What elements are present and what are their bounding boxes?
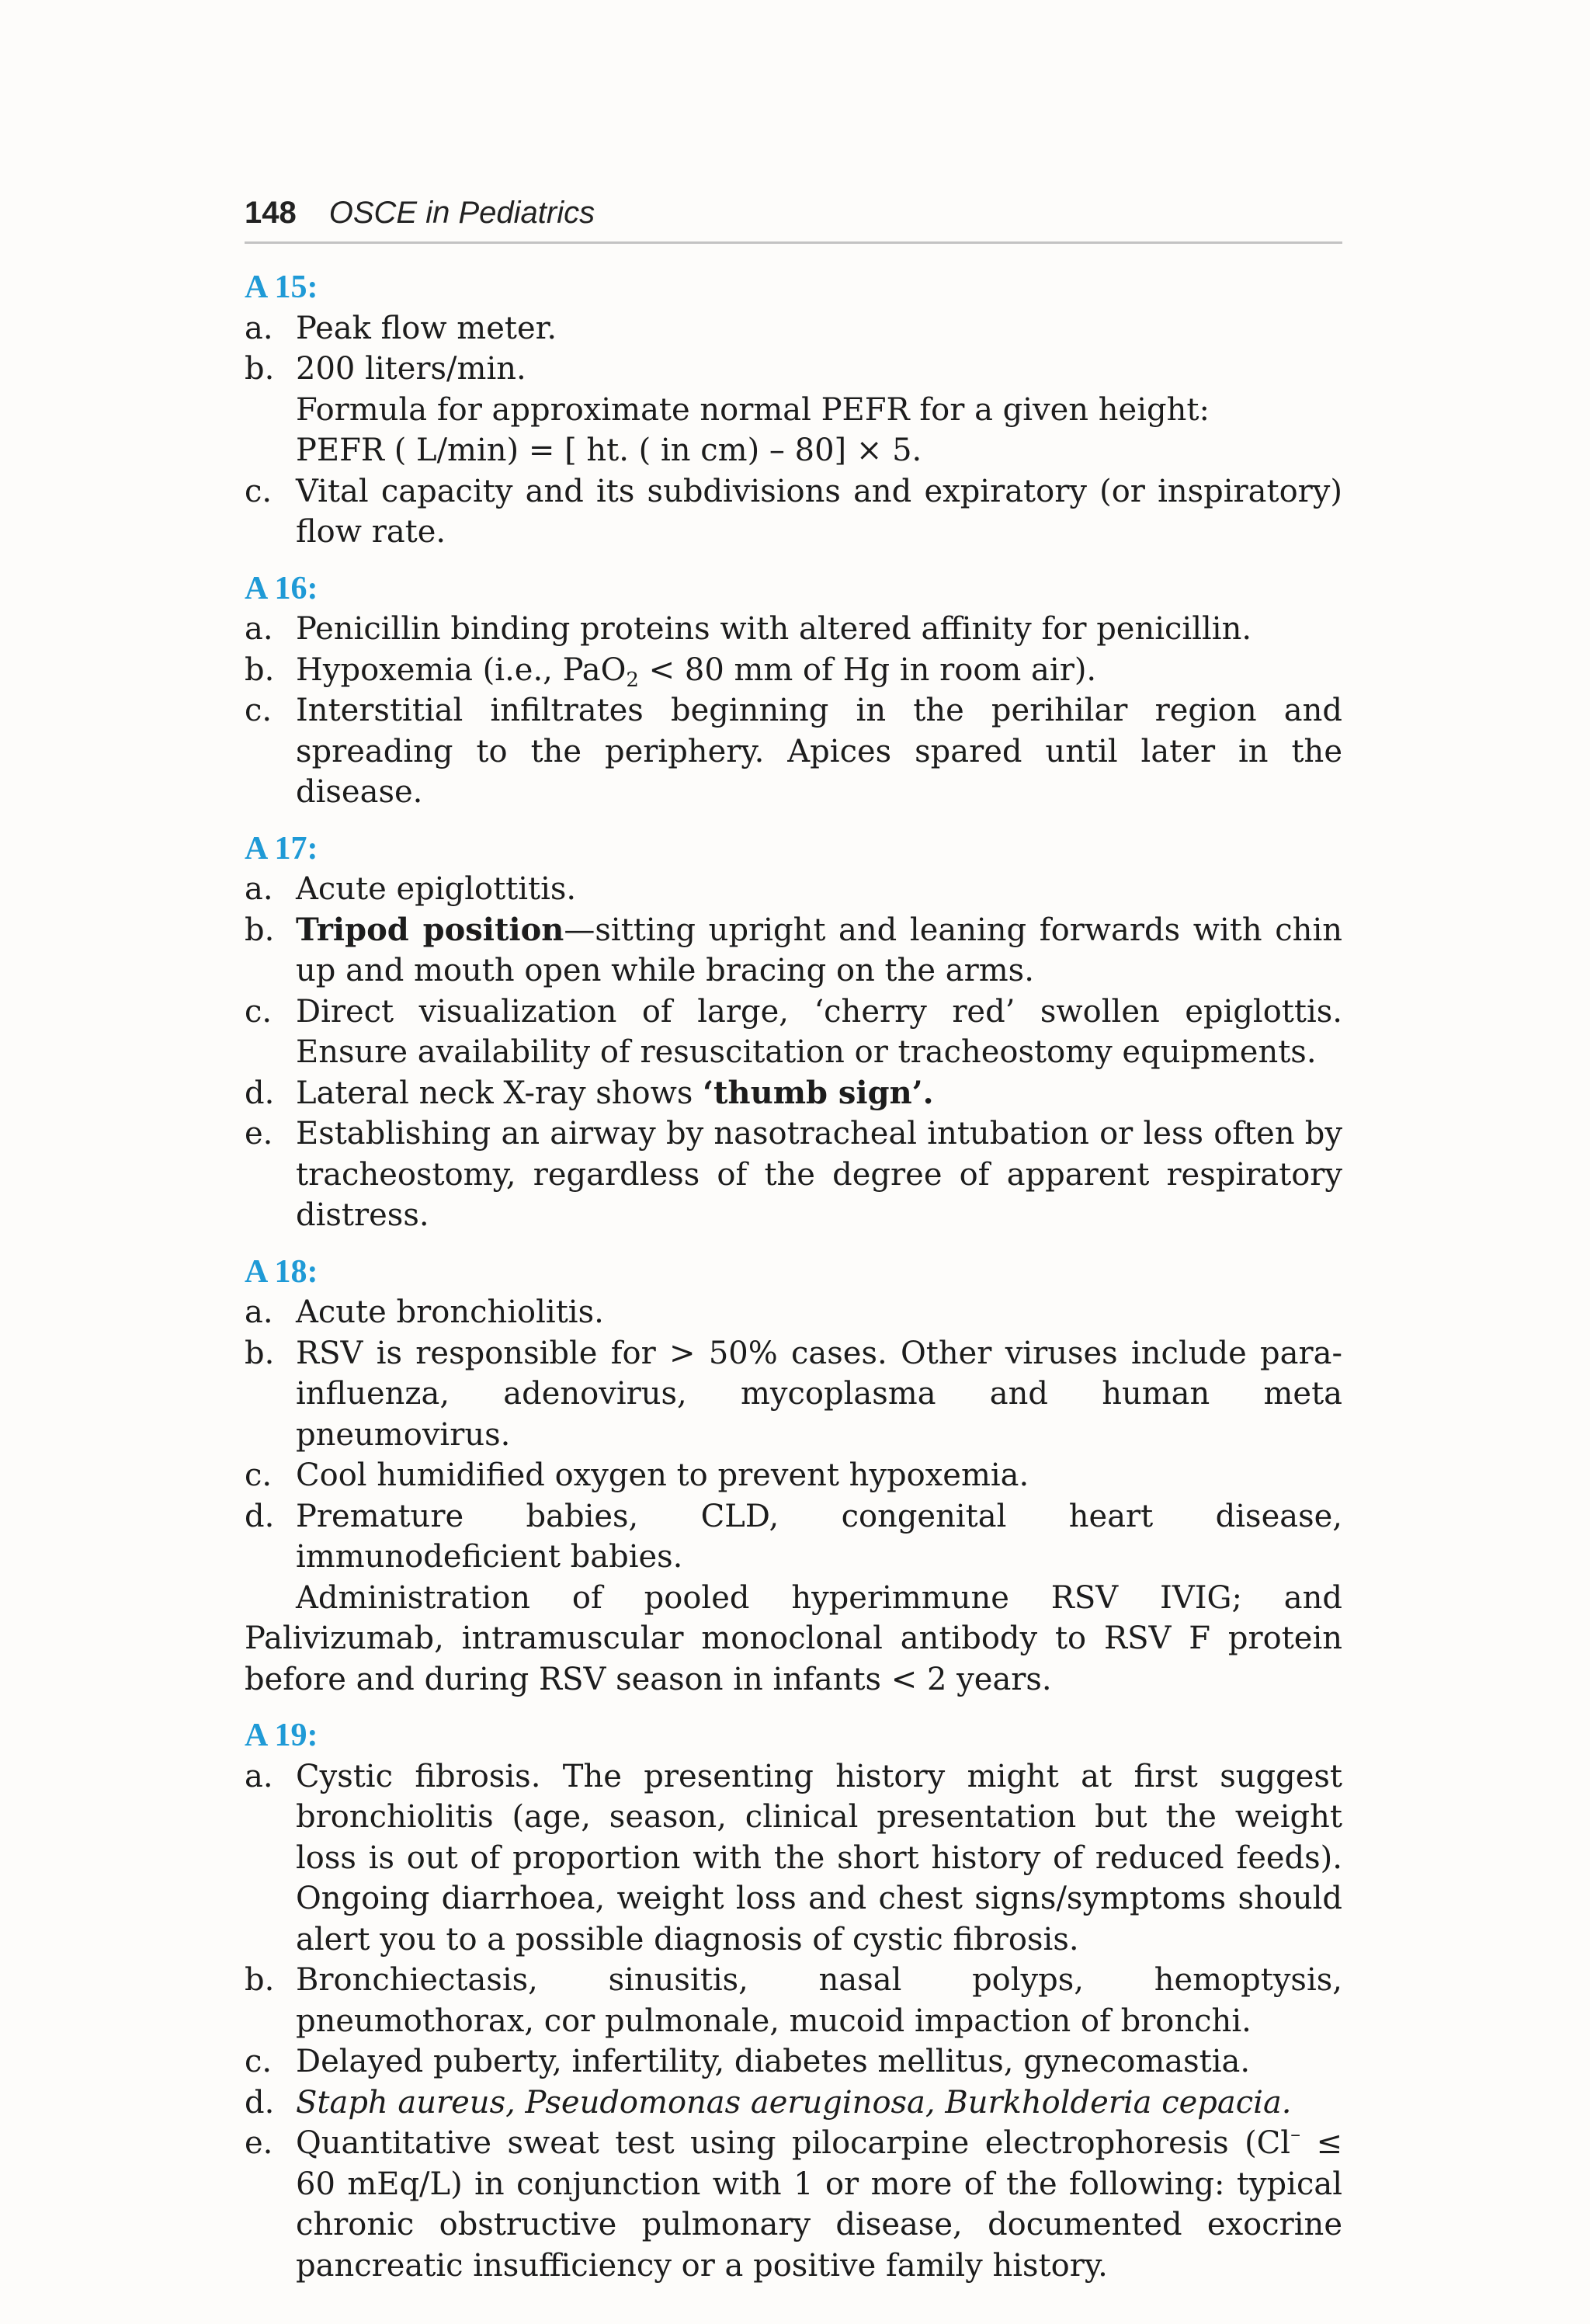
item-text: Direct visualization of large, ‘cherry red’ swollen epiglottis. Ensure availability of resuscitation or tracheostomy equipments. xyxy=(296,993,1342,1070)
answer-16 xyxy=(245,568,1342,813)
paragraph: Administration of pooled hyperimmune RSV IVIG; and Palivizumab, intramuscular monoclonal antibody to RSV F protein before and during RSV season in infants < 2 years. xyxy=(245,1579,1342,1697)
item-text xyxy=(296,2123,1342,2286)
page-number: 148 xyxy=(245,196,297,230)
text-run: < 80 mm of Hg in room air). xyxy=(638,651,1097,688)
list-item xyxy=(245,308,1342,349)
item-label: a. xyxy=(245,1758,273,1794)
item-text: Establishing an airway by nasotracheal intubation or less often by tracheostomy, regardless of the degree of apparent respiratory distress. xyxy=(296,1116,1342,1233)
item-text: Delayed puberty, infertility, diabetes mellitus, gynecomastia. xyxy=(296,2044,1251,2079)
item-label: a. xyxy=(245,871,273,907)
item-label: a. xyxy=(245,611,273,647)
item-label: c. xyxy=(245,693,273,728)
answer-heading: A 19: xyxy=(245,1718,318,1753)
answer-18 xyxy=(245,1252,1342,1700)
list-item xyxy=(245,1960,1342,2041)
item-label: b. xyxy=(245,912,275,948)
item-text xyxy=(296,910,1342,992)
item-text: Interstitial infiltrates beginning in the perihilar region and spreading to the periphery. Apices spared until later in the disease. xyxy=(296,693,1342,810)
item-text: Vital capacity and its subdivisions and expiratory (or inspiratory) flow rate. xyxy=(296,473,1342,550)
running-header xyxy=(245,196,1342,244)
item-label: a. xyxy=(245,1294,273,1330)
list-item xyxy=(245,1073,1342,1114)
item-text: Acute epiglottitis. xyxy=(296,871,577,907)
item-text: 200 liters/min. xyxy=(296,351,526,387)
item-label: d. xyxy=(245,1075,275,1111)
list-item xyxy=(245,650,1342,691)
item-label: e. xyxy=(245,2125,273,2161)
answer-heading: A 15: xyxy=(245,269,318,305)
item-text: Staph aureus, Pseudomonas aeruginosa, Burkholderia cepacia. xyxy=(296,2084,1292,2121)
answer-15 xyxy=(245,267,1342,553)
text-run: Quantitative sweat test using pilocarpine electrophoresis (Cl xyxy=(296,2125,1291,2161)
list-item xyxy=(245,2083,1342,2124)
text-run: —sitting upright and leaning forwards with chin up and mouth open while bracing on the arms. xyxy=(296,912,1343,988)
superscript: – xyxy=(1290,2123,1301,2146)
item-label: b. xyxy=(245,1962,275,1998)
item-label: b. xyxy=(245,1335,275,1371)
item-label: b. xyxy=(245,651,275,688)
list-item xyxy=(245,869,1342,910)
item-text: Premature babies, CLD, congenital heart disease, immunodeficient babies. xyxy=(296,1498,1342,1575)
item-text: Penicillin binding proteins with altered affinity for penicillin. xyxy=(296,611,1252,647)
answer-19 xyxy=(245,1715,1342,2286)
book-page xyxy=(245,196,1342,2301)
item-text: Acute bronchiolitis. xyxy=(296,1294,604,1330)
item-label: c. xyxy=(245,473,273,509)
list-item xyxy=(245,349,1342,390)
list-item xyxy=(245,1113,1342,1236)
list-item xyxy=(245,1292,1342,1333)
pefr-formula: PEFR ( L/min) = [ ht. ( in cm) – 80] × 5. xyxy=(296,432,922,468)
bold-term: Tripod position xyxy=(296,911,564,948)
item-text: Peak flow meter. xyxy=(296,310,557,346)
subscript: 2 xyxy=(626,668,639,692)
item-text: Bronchiectasis, sinusitis, nasal polyps, hemoptysis, pneumothorax, cor pulmonale, mucoid impaction of bronchi. xyxy=(296,1962,1342,2039)
item-label: d. xyxy=(245,2084,275,2121)
list-item xyxy=(245,1756,1342,1961)
list-item xyxy=(245,690,1342,813)
list-item xyxy=(245,1333,1342,1456)
item-label: a. xyxy=(245,310,273,346)
list-item xyxy=(245,1455,1342,1496)
item-text: Cool humidified oxygen to prevent hypoxemia. xyxy=(296,1457,1029,1493)
answer-heading: A 16: xyxy=(245,570,318,606)
list-item xyxy=(245,910,1342,992)
list-item xyxy=(245,2123,1342,2286)
list-item xyxy=(245,1496,1342,1578)
list-item xyxy=(245,471,1342,553)
bold-term: ‘thumb sign’. xyxy=(703,1074,934,1111)
text-run: Lateral neck X-ray shows xyxy=(296,1075,703,1111)
text-run: ≤ 60 mEq/L) in conjunction with 1 or more of the following: typical chronic obstructive pulmonary disease, documented exocrine pancreatic insufficiency or a positive family history. xyxy=(296,2125,1343,2284)
item-label: b. xyxy=(245,351,275,387)
list-item xyxy=(245,2041,1342,2083)
item-label: c. xyxy=(245,1457,273,1493)
page-content xyxy=(245,267,1342,2286)
answer-heading: A 17: xyxy=(245,830,318,867)
item-text xyxy=(296,650,1342,691)
item-label: c. xyxy=(245,993,273,1030)
item-label: d. xyxy=(245,1498,275,1534)
book-title: OSCE in Pediatrics xyxy=(328,196,595,230)
item-text xyxy=(296,1073,1342,1114)
item-text: Cystic fibrosis. The presenting history might at first suggest bronchiolitis (age, season, clinical presentation but the weight loss is out of proportion with the short history of reduced feeds). Ongoing diarrhoea, weight loss and chest signs/symptoms should alert you to a possible diagnosis of cystic fibrosis. xyxy=(296,1758,1342,1958)
list-item xyxy=(245,609,1342,650)
list-item xyxy=(245,992,1342,1073)
item-text: RSV is responsible for > 50% cases. Other viruses include para-influenza, adenovirus, mycoplasma and human meta pneumovirus. xyxy=(296,1335,1342,1453)
item-label: e. xyxy=(245,1116,273,1152)
item-label: c. xyxy=(245,2044,273,2079)
answer-17 xyxy=(245,829,1342,1236)
item-continuation: Formula for approximate normal PEFR for a given height: xyxy=(296,391,1210,428)
text-run: Hypoxemia (i.e., PaO xyxy=(296,651,627,688)
answer-heading: A 18: xyxy=(245,1253,318,1290)
